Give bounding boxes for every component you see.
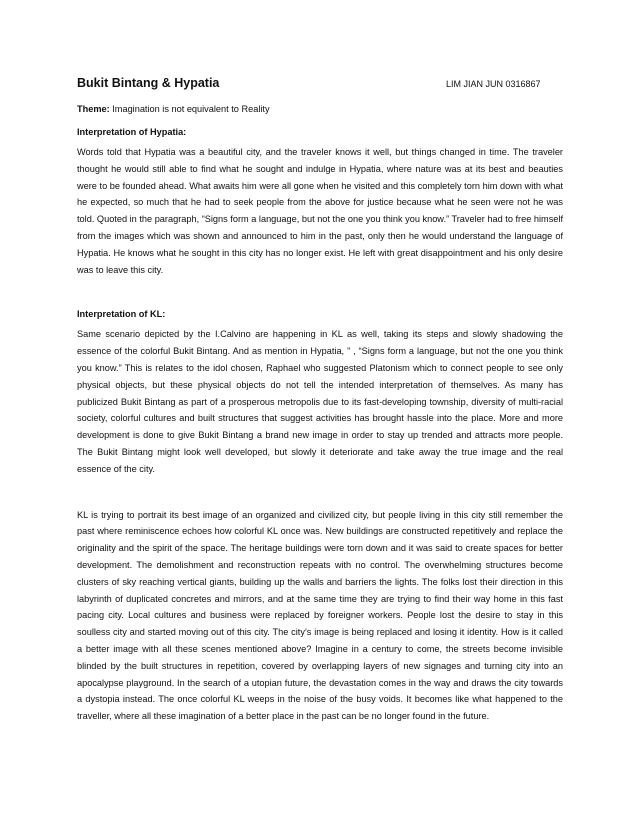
theme-line (77, 104, 563, 114)
paragraph-hypatia: Words told that Hypatia was a beautiful city, and the traveler knows it well, but things changed in time. The traveler thought he would still able to find what he sought and indulge in Hypatia, where nature was at its best and beauties were to be founded ahead. What awaits him were all gone when he visited and this completely torn him down with what he expected, so much that he had to seek people from the above for justice because what he seen were not he was told. Quoted in the paragraph, “Signs form a language, but not the one you think you know.” Traveler had to free himself from the images which was shown and announced to him in the past, only then he would understand the language of Hypatia. He knows what he sought in this city has no longer exist. He left with great disappointment and his only desire was to leave this city. (77, 147, 563, 275)
theme-value: Imagination is not equivalent to Reality (112, 104, 270, 114)
paragraph-kl-2: KL is trying to portrait its best image of an organized and civilized city, but people living in this city still remember the past where reminiscence echoes how colorful KL once was. New buildings are constructed repetitively and replace the originality and the spirit of the space. The heritage buildings were torn down and it was said to create spaces for better development. The demolishment and reconstruction repeats with no control. The overwhelming structures become clusters of sky reaching vertical giants, building up the walls and barriers the lights. The folks lost their direction in this labyrinth of duplicated concretes and mirrors, and at the same time they are trying to find their way home in this fast pacing city. Local cultures and business were replaced by foreigner workers. People lost the desire to stay in this soulless city and started moving out of this city. The city’s image is being replaced and losing it identity. How is it called a better image with all these scenes mentioned above? Imagine in a century to come, the streets become invisible blinded by the built structures in repetition, covered by overlapping layers of new signages and turning city into an apocalypse playground. In the search of a utopian future, the devastation comes in the way and draws the city towards a dystopia instead. The once colorful KL weeps in the noise of the busy voids. It becomes like what happened to the traveller, where all these imagination of a better place in the past can be no longer found in the future. (77, 509, 563, 722)
theme-label: Theme: (77, 104, 110, 114)
document-header (77, 76, 563, 92)
document-body (77, 76, 563, 725)
section-heading-hypatia: Interpretation of Hypatia: (77, 127, 187, 137)
document-title: Bukit Bintang & Hypatia (77, 76, 220, 90)
section-heading-kl: Interpretation of KL: (77, 309, 166, 320)
paragraph-kl-1: Same scenario depicted by the I.Calvino are happening in KL as well, taking its steps and slowly shadowing the essence of the colorful Bukit Bintang. And as mention in Hypatia, ” , “Signs form a language, but not the one you think you know.” This is relates to the idol chosen, Raphael who suggested Platonism which to connect people to see only physical objects, but these physical objects do not tell the intended interpretation of themselves. As many has publicized Bukit Bintang as part of a prosperous metropolis due to its fast-developing township, diversity of multi-racial society, colorful cultures and built structures that suggest activities has brought hassle into the place. More and more development is done to give Bukit Bintang a brand new image in order to stay up trended and attracts more people. The Bukit Bintang might look well developed, but slowly it deteriorate and take away the true image and the real essence of the city. (77, 329, 563, 474)
author-info: LIM JIAN JUN 0316867 (446, 79, 541, 89)
